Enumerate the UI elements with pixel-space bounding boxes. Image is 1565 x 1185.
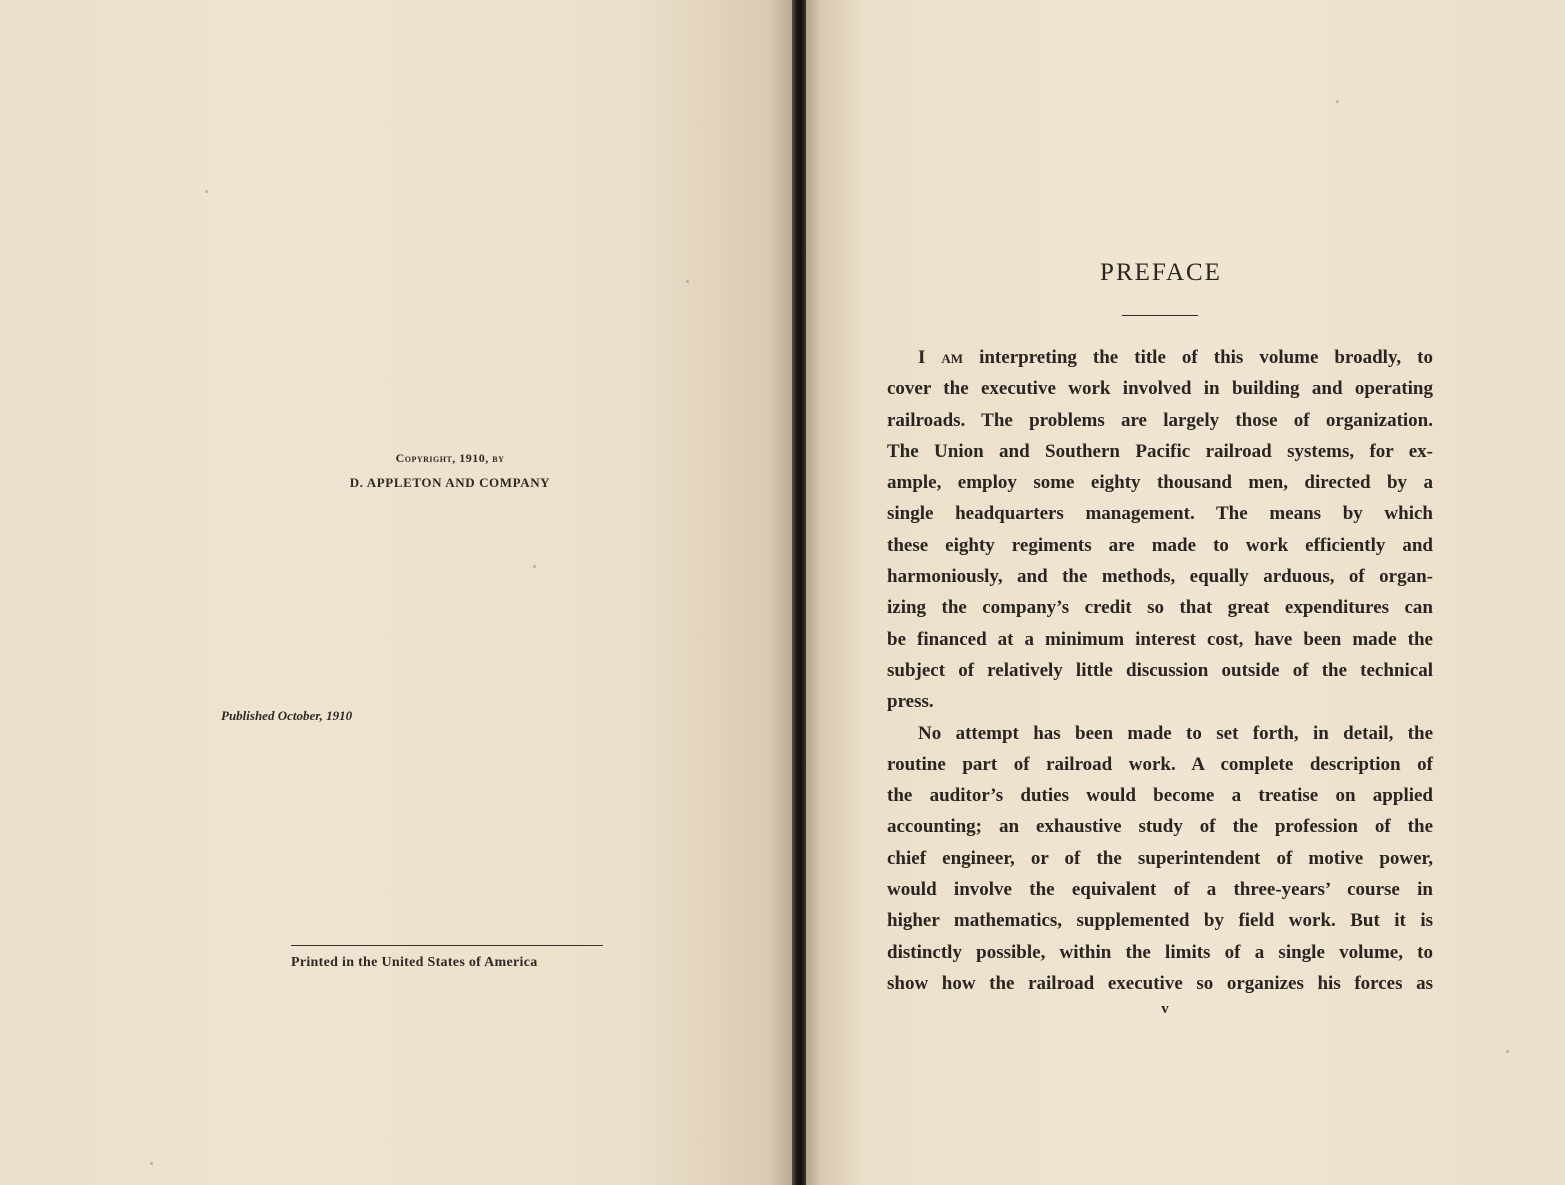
text-line: subject of relatively little discussion outside of the technical <box>887 659 1433 681</box>
text-line: higher mathematics, supplemented by field work. But it is <box>887 910 1433 932</box>
opening-rest: interpreting the title of this volume broadly, to <box>963 347 1433 368</box>
preface-body <box>887 342 1433 999</box>
paper-speck <box>686 280 689 283</box>
text-line: show how the railroad executive so organizes his forces as <box>887 972 1433 994</box>
paper-speck <box>1336 100 1339 103</box>
text-line <box>887 342 1433 373</box>
paper-speck <box>205 190 208 193</box>
text-line: single headquarters management. The means by which <box>887 503 1433 525</box>
title-divider <box>1122 315 1198 316</box>
text-line: No attempt has been made to set forth, in detail, the <box>918 722 1433 744</box>
copyright-by: by <box>492 451 505 465</box>
text-line: accounting; an exhaustive study of the profession of the <box>887 816 1433 838</box>
text-line: would involve the equivalent of a three-years’ course in <box>887 879 1433 901</box>
page-number: v <box>1161 1001 1169 1017</box>
text-line: the auditor’s duties would become a treatise on applied <box>887 785 1433 807</box>
text-line: izing the company’s credit so that great expenditures can <box>887 597 1433 619</box>
text-line: be financed at a minimum interest cost, have been made the <box>887 628 1433 650</box>
text-line: cover the executive work involved in building and operating <box>887 378 1433 400</box>
text-line: chief engineer, or of the superintendent of motive power, <box>887 847 1433 869</box>
preface-title: PREFACE <box>1100 259 1222 286</box>
text-line: these eighty regiments are made to work efficiently and <box>887 534 1433 556</box>
book-gutter <box>792 0 806 1185</box>
publisher-name: D. APPLETON AND COMPANY <box>349 475 551 490</box>
paper-speck <box>150 1162 153 1165</box>
paper-speck <box>533 565 536 568</box>
printed-in-notice: Printed in the United States of America <box>291 955 538 970</box>
text-line: press. <box>887 691 934 713</box>
copyright-line <box>200 450 700 466</box>
text-line: ample, employ some eighty thousand men, directed by a <box>887 472 1433 494</box>
opening-smallcaps: am <box>941 347 964 368</box>
text-line: railroads. The problems are largely those of organization. <box>887 409 1433 431</box>
copyright-prefix: Copyright <box>395 451 453 465</box>
published-date: Published October, 1910 <box>221 708 353 723</box>
text-line: harmoniously, and the methods, equally arduous, of organ- <box>887 566 1433 588</box>
paper-speck <box>1506 1050 1509 1053</box>
text-line: The Union and Southern Pacific railroad systems, for ex- <box>887 440 1433 462</box>
text-line: routine part of railroad work. A complete description of <box>887 753 1433 775</box>
copyright-year: , 1910, <box>452 451 493 465</box>
copyright-notice <box>200 450 700 491</box>
opening-word: I <box>918 347 942 368</box>
text-line: distinctly possible, within the limits of a single volume, to <box>887 941 1433 963</box>
printed-divider <box>291 945 603 946</box>
